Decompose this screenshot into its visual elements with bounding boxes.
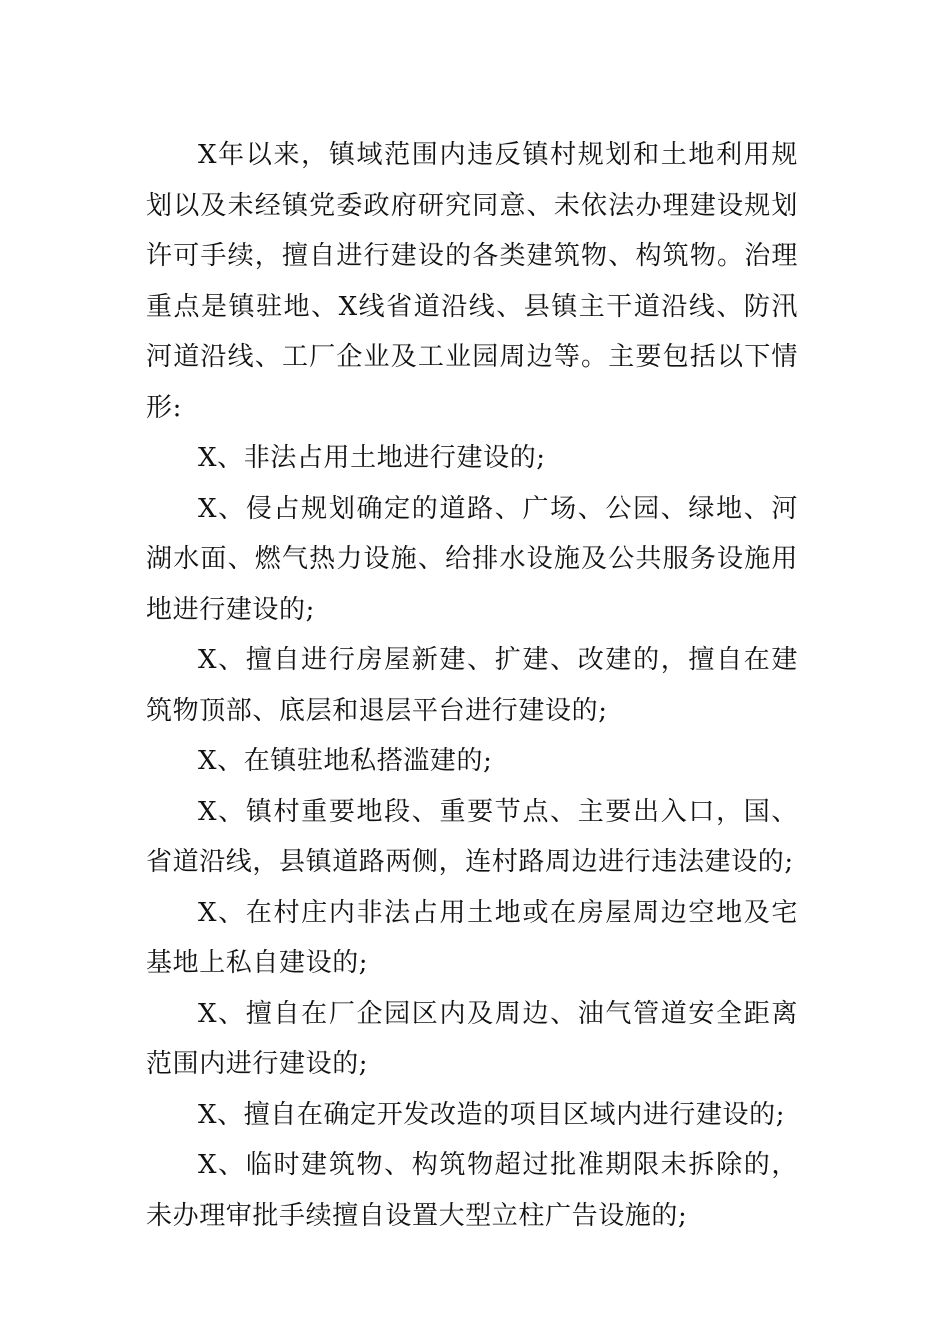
list-item: X、擅自在厂企园区内及周边、油气管道安全距离范围内进行建设的; (146, 998, 798, 1079)
intro-paragraph: X年以来，镇域范围内违反镇村规划和土地利用规划以及未经镇党委政府研究同意、未依法办理建设规划许可手续，擅自进行建设的各类建筑物、构筑物。治理重点是镇驻地、X线省道沿线、县镇主干道沿线、防汛河道沿线、工厂企业及工业园周边等。主要包括以下情形: (146, 140, 798, 423)
list-item: X、镇村重要地段、重要节点、主要出入口，国、省道沿线，县镇道路两侧，连村路周边进行违法建设的; (146, 796, 798, 877)
list-item: X、临时建筑物、构筑物超过批准期限未拆除的，未办理审批手续擅自设置大型立柱广告设施的; (146, 1150, 798, 1231)
list-item: X、擅自在确定开发改造的项目区域内进行建设的; (198, 1099, 786, 1130)
document-body (146, 130, 798, 1241)
list-item: X、在镇驻地私搭滥建的; (198, 746, 493, 776)
list-item: X、擅自进行房屋新建、扩建、改建的，擅自在建筑物顶部、底层和退层平台进行建设的; (146, 645, 798, 726)
list-item: X、在村庄内非法占用土地或在房屋周边空地及宅基地上私自建设的; (146, 897, 798, 978)
list-item: X、侵占规划确定的道路、广场、公园、绿地、河湖水面、燃气热力设施、给排水设施及公共服务设施用地进行建设的; (146, 493, 798, 625)
list-item: X、非法占用土地进行建设的; (198, 443, 546, 473)
